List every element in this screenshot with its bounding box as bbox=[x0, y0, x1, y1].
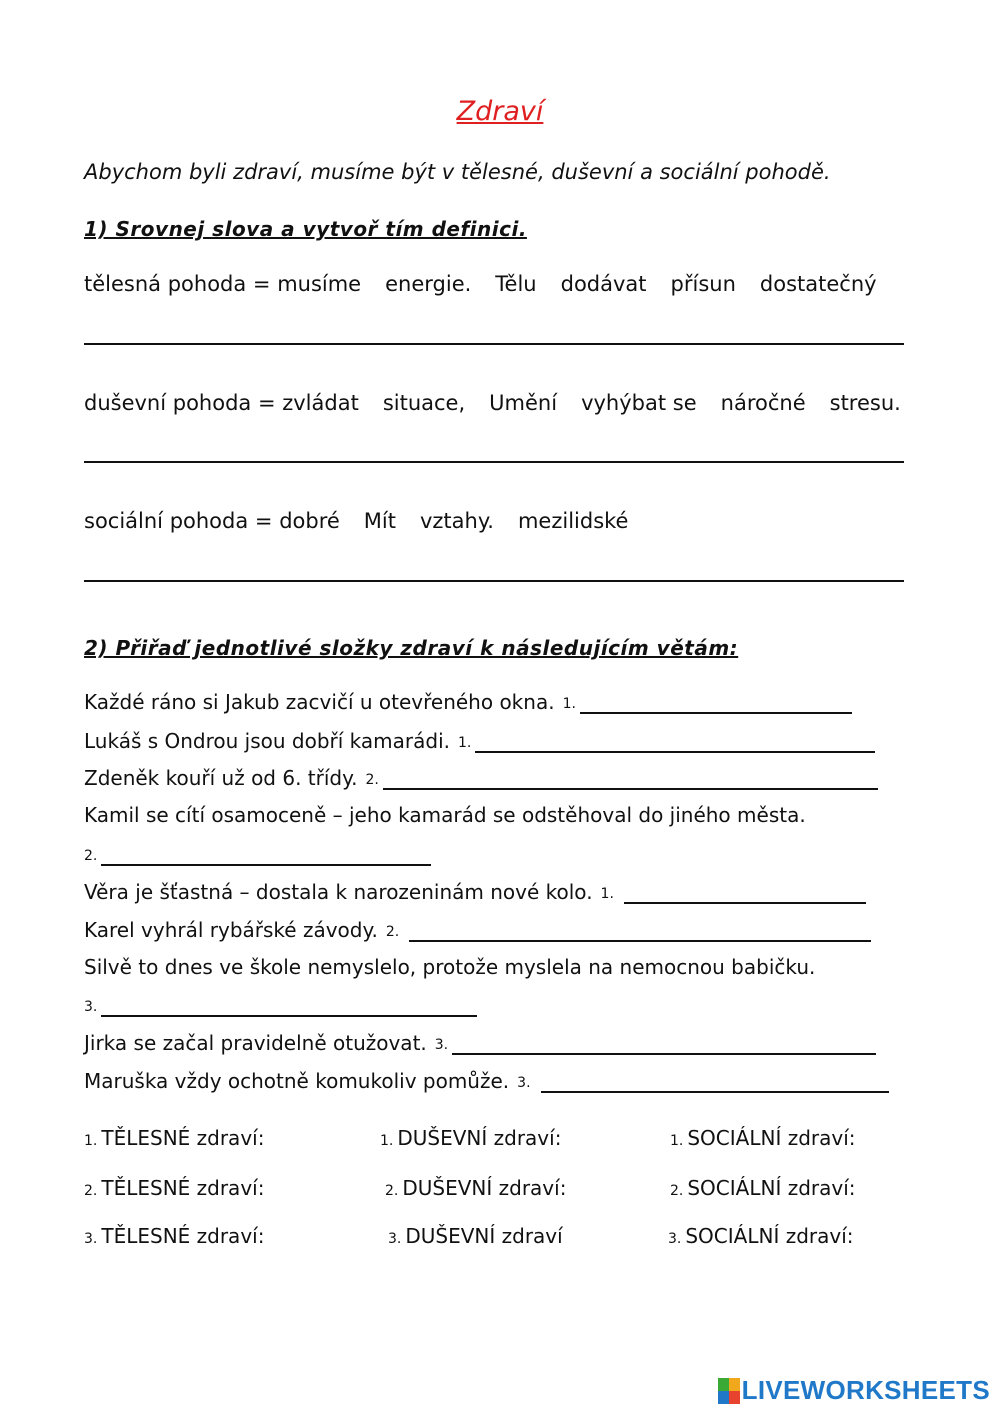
logo-square bbox=[729, 1391, 740, 1404]
sentence-row bbox=[84, 955, 815, 979]
legend-item: 3. TĚLESNÉ zdraví: bbox=[84, 1224, 265, 1248]
logo-mark-icon bbox=[718, 1378, 740, 1404]
answer-line-telesna[interactable] bbox=[84, 343, 904, 345]
answer-number: 2. bbox=[365, 772, 379, 788]
definition-row-socialni bbox=[84, 509, 652, 533]
answer-line-socialni[interactable] bbox=[84, 580, 904, 582]
sentence-answer-row bbox=[84, 993, 477, 1017]
sentence-row bbox=[84, 1031, 876, 1055]
task1-heading: 1) Srovnej slova a vytvoř tím definici. bbox=[84, 217, 527, 241]
legend-item: 1. TĚLESNÉ zdraví: bbox=[84, 1126, 265, 1150]
answer-number: 3. bbox=[517, 1075, 531, 1091]
sentence-row bbox=[84, 729, 875, 753]
sentence-text: Jirka se začal pravidelně otužovat. bbox=[84, 1031, 427, 1055]
answer-number: 2. bbox=[84, 848, 98, 864]
word-chip[interactable]: situace, bbox=[382, 391, 466, 415]
sentence-text: Kamil se cítí osamoceně – jeho kamarád se odstěhoval do jiného města. bbox=[84, 803, 806, 827]
word-chip[interactable]: dostatečný bbox=[759, 272, 877, 296]
sentence-row bbox=[84, 918, 871, 942]
sentence-text: Karel vyhrál rybářské závody. bbox=[84, 918, 378, 942]
sentence-text: Lukáš s Ondrou jsou dobří kamarádi. bbox=[84, 729, 450, 753]
answer-field[interactable] bbox=[475, 729, 875, 753]
logo-text: LIVEWORKSHEETS bbox=[741, 1375, 990, 1405]
answer-number: 1. bbox=[458, 735, 472, 751]
legend-item: 2. DUŠEVNÍ zdraví: bbox=[385, 1176, 567, 1200]
word-chip[interactable]: vztahy. bbox=[419, 509, 494, 533]
answer-number: 3. bbox=[434, 1037, 449, 1053]
intro-text: Abychom byli zdraví, musíme být v tělesné, duševní a sociální pohodě. bbox=[84, 160, 831, 184]
word-chip[interactable]: přísun bbox=[670, 272, 736, 296]
answer-field[interactable] bbox=[580, 690, 852, 714]
answer-field[interactable] bbox=[541, 1069, 889, 1093]
word-chip[interactable]: mezilidské bbox=[517, 509, 629, 533]
sentence-row bbox=[84, 880, 866, 904]
legend-item: 1. SOCIÁLNÍ zdraví: bbox=[670, 1126, 856, 1150]
word-chip[interactable]: stresu. bbox=[829, 391, 901, 415]
legend-item: 2. SOCIÁLNÍ zdraví: bbox=[670, 1176, 856, 1200]
answer-field[interactable] bbox=[383, 766, 878, 790]
sentence-text: Věra je šťastná – dostala k narozeninám nové kolo. bbox=[84, 880, 593, 904]
definition-row-telesna bbox=[84, 272, 901, 296]
word-chip[interactable]: dobré bbox=[279, 509, 340, 533]
answer-field[interactable] bbox=[452, 1031, 876, 1055]
answer-field[interactable] bbox=[624, 880, 866, 904]
sentence-row bbox=[84, 690, 852, 714]
task2-heading: 2) Přiřaď jednotlivé složky zdraví k následujícím větám: bbox=[84, 636, 739, 660]
answer-number: 1. bbox=[600, 886, 614, 902]
word-chip[interactable]: vyhýbat se bbox=[581, 391, 697, 415]
word-chip[interactable]: Umění bbox=[489, 391, 558, 415]
word-chip[interactable]: musíme bbox=[277, 272, 362, 296]
definition-label: duševní pohoda = bbox=[84, 391, 283, 415]
sentence-text: Každé ráno si Jakub zacvičí u otevřeného okna. bbox=[84, 690, 555, 714]
legend-item: 3. SOCIÁLNÍ zdraví: bbox=[668, 1224, 854, 1248]
legend-item: 1. DUŠEVNÍ zdraví: bbox=[380, 1126, 562, 1150]
sentence-row bbox=[84, 766, 878, 790]
word-chip[interactable]: Tělu bbox=[495, 272, 537, 296]
answer-field[interactable] bbox=[101, 842, 431, 866]
sentence-row bbox=[84, 803, 806, 827]
liveworksheets-logo bbox=[718, 1375, 990, 1406]
answer-number: 2. bbox=[385, 924, 400, 940]
word-chip[interactable]: dodávat bbox=[560, 272, 647, 296]
sentence-text: Zdeněk kouří už od 6. třídy. bbox=[84, 766, 358, 790]
page-title: Zdraví bbox=[456, 96, 544, 127]
word-chip[interactable]: zvládat bbox=[282, 391, 359, 415]
answer-number: 3. bbox=[84, 999, 98, 1015]
word-chip[interactable]: Mít bbox=[363, 509, 396, 533]
sentence-text: Silvě to dnes ve škole nemyslelo, protože myslela na nemocnou babičku. bbox=[84, 955, 816, 979]
sentence-row bbox=[84, 1069, 889, 1093]
sentence-answer-row bbox=[84, 842, 431, 866]
sentence-text: Maruška vždy ochotně komukoliv pomůže. bbox=[84, 1069, 510, 1093]
logo-square bbox=[729, 1378, 740, 1391]
answer-number: 1. bbox=[562, 696, 576, 712]
definition-row-dusevni bbox=[84, 391, 901, 415]
answer-field[interactable] bbox=[101, 993, 477, 1017]
answer-line-dusevni[interactable] bbox=[84, 461, 904, 463]
word-chip[interactable]: náročné bbox=[720, 391, 806, 415]
legend-item: 2. TĚLESNÉ zdraví: bbox=[84, 1176, 265, 1200]
definition-label: sociální pohoda = bbox=[84, 509, 280, 533]
logo-square bbox=[718, 1378, 729, 1391]
definition-label: tělesná pohoda = bbox=[84, 272, 278, 296]
word-chip[interactable]: energie. bbox=[385, 272, 472, 296]
legend-item: 3. DUŠEVNÍ zdraví bbox=[388, 1224, 563, 1248]
logo-square bbox=[718, 1391, 729, 1404]
answer-field[interactable] bbox=[409, 918, 871, 942]
